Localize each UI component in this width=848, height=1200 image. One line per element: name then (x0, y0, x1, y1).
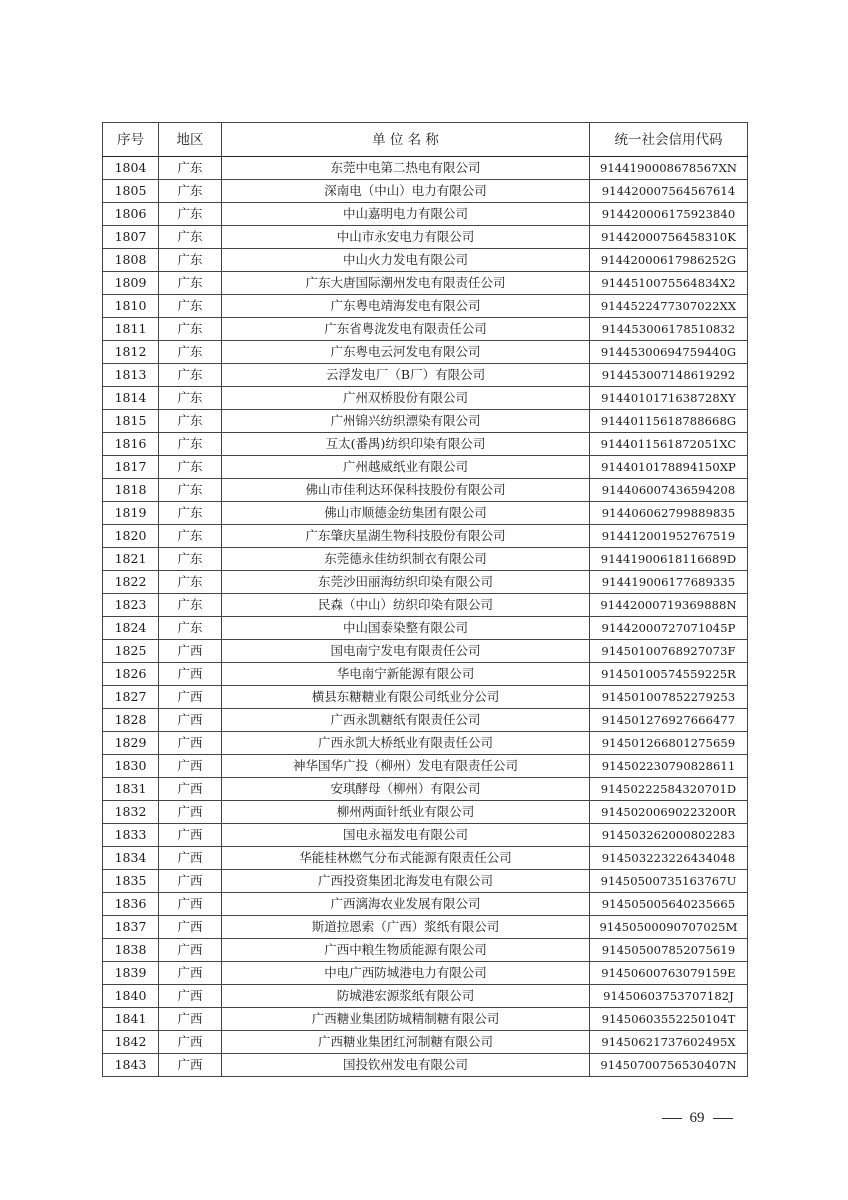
table-row (103, 824, 748, 847)
cell-credit-code: 914503262000802283 (590, 824, 748, 847)
cell-serial: 1841 (103, 1008, 159, 1031)
cell-serial: 1821 (103, 548, 159, 571)
header-credit-code: 统一社会信用代码 (590, 123, 748, 157)
cell-credit-code: 914505007852075619 (590, 939, 748, 962)
table-row (103, 295, 748, 318)
cell-region: 广西 (159, 916, 222, 939)
header-region: 地区 (159, 123, 222, 157)
table-row (103, 709, 748, 732)
cell-region: 广东 (159, 364, 222, 387)
cell-credit-code: 91442000719369888N (590, 594, 748, 617)
cell-credit-code: 914453007148619292 (590, 364, 748, 387)
table-row (103, 479, 748, 502)
cell-region: 广西 (159, 686, 222, 709)
cell-serial: 1805 (103, 180, 159, 203)
cell-serial: 1815 (103, 410, 159, 433)
cell-credit-code: 91445224773070​22XX (590, 295, 748, 318)
cell-company-name: 神华国华广投（柳州）发电有限责任公司 (222, 755, 590, 778)
page-footer (652, 1110, 742, 1127)
cell-credit-code: 91450222584320701D (590, 778, 748, 801)
table-row (103, 594, 748, 617)
table-row (103, 387, 748, 410)
cell-region: 广西 (159, 962, 222, 985)
cell-credit-code: 914501007852279253 (590, 686, 748, 709)
header-company-name: 单 位 名 称 (222, 123, 590, 157)
cell-credit-code: 91450603552250104T (590, 1008, 748, 1031)
cell-company-name: 国电永福发电有限公司 (222, 824, 590, 847)
cell-company-name: 云浮发电厂（B厂）有限公司 (222, 364, 590, 387)
table-row (103, 249, 748, 272)
cell-serial: 1823 (103, 594, 159, 617)
table-row (103, 180, 748, 203)
cell-credit-code: 91450700756530407N (590, 1054, 748, 1077)
cell-serial: 1828 (103, 709, 159, 732)
cell-region: 广西 (159, 939, 222, 962)
table-row (103, 318, 748, 341)
table-row (103, 686, 748, 709)
cell-credit-code: 914420007564567614 (590, 180, 748, 203)
cell-region: 广东 (159, 548, 222, 571)
table-row (103, 1054, 748, 1077)
cell-company-name: 东莞中电第二热电有限公司 (222, 157, 590, 180)
cell-company-name: 广西糖业集团防城精制糖有限公司 (222, 1008, 590, 1031)
table-row (103, 617, 748, 640)
cell-credit-code: 91450500090707025M (590, 916, 748, 939)
cell-serial: 1809 (103, 272, 159, 295)
cell-region: 广东 (159, 249, 222, 272)
cell-serial: 1818 (103, 479, 159, 502)
cell-company-name: 民森（中山）纺织印染有限公司 (222, 594, 590, 617)
cell-serial: 1813 (103, 364, 159, 387)
cell-company-name: 中山国泰染整有限公司 (222, 617, 590, 640)
cell-region: 广东 (159, 410, 222, 433)
cell-region: 广东 (159, 387, 222, 410)
cell-credit-code: 91450100768927073F (590, 640, 748, 663)
cell-credit-code: 91450600763079159E (590, 962, 748, 985)
cell-credit-code: 91440101788941​50XP (590, 456, 748, 479)
cell-region: 广西 (159, 778, 222, 801)
enterprise-table (102, 122, 748, 1077)
cell-company-name: 广东粤电云河发电有限公司 (222, 341, 590, 364)
cell-serial: 1840 (103, 985, 159, 1008)
cell-region: 广西 (159, 663, 222, 686)
cell-credit-code: 91440101716387​28XY (590, 387, 748, 410)
table-row (103, 663, 748, 686)
cell-serial: 1816 (103, 433, 159, 456)
cell-serial: 1831 (103, 778, 159, 801)
cell-serial: 1822 (103, 571, 159, 594)
table-row (103, 962, 748, 985)
cell-company-name: 互太(番禺)纺织印染有限公司 (222, 433, 590, 456)
table-header-row (103, 123, 748, 157)
cell-region: 广西 (159, 801, 222, 824)
cell-serial: 1808 (103, 249, 159, 272)
cell-company-name: 广东肇庆星湖生物科技股份有限公司 (222, 525, 590, 548)
cell-company-name: 柳州两面针纸业有限公司 (222, 801, 590, 824)
cell-company-name: 广西中粮生物质能源有限公司 (222, 939, 590, 962)
cell-company-name: 广州双桥股份有限公司 (222, 387, 590, 410)
cell-credit-code: 91441900086785​67XN (590, 157, 748, 180)
cell-credit-code: 914406007436594208 (590, 479, 748, 502)
cell-region: 广西 (159, 640, 222, 663)
header-serial: 序号 (103, 123, 159, 157)
cell-region: 广东 (159, 502, 222, 525)
cell-region: 广西 (159, 893, 222, 916)
cell-region: 广东 (159, 180, 222, 203)
cell-serial: 1806 (103, 203, 159, 226)
cell-region: 广东 (159, 456, 222, 479)
table-row (103, 525, 748, 548)
cell-credit-code: 914502230790828611 (590, 755, 748, 778)
table-row (103, 870, 748, 893)
cell-company-name: 广州越威纸业有限公司 (222, 456, 590, 479)
cell-company-name: 佛山市佳利达环保科技股份有限公司 (222, 479, 590, 502)
cell-serial: 1834 (103, 847, 159, 870)
table-row (103, 341, 748, 364)
cell-region: 广东 (159, 157, 222, 180)
cell-company-name: 中山嘉明电力有限公司 (222, 203, 590, 226)
cell-serial: 1843 (103, 1054, 159, 1077)
cell-company-name: 广西糖业集团红河制糖有限公司 (222, 1031, 590, 1054)
dash-right (713, 1118, 733, 1119)
cell-credit-code: 91450500735163767U (590, 870, 748, 893)
cell-serial: 1835 (103, 870, 159, 893)
cell-region: 广东 (159, 479, 222, 502)
cell-serial: 1832 (103, 801, 159, 824)
cell-company-name: 安琪酵母（柳州）有限公司 (222, 778, 590, 801)
cell-credit-code: 91440115618720​51XC (590, 433, 748, 456)
cell-credit-code: 91442000727071045P (590, 617, 748, 640)
cell-company-name: 中山火力发电有限公司 (222, 249, 590, 272)
table-row (103, 433, 748, 456)
table-row (103, 1031, 748, 1054)
table-row (103, 801, 748, 824)
cell-region: 广西 (159, 824, 222, 847)
cell-region: 广东 (159, 525, 222, 548)
cell-serial: 1804 (103, 157, 159, 180)
cell-credit-code: 914501276927666477 (590, 709, 748, 732)
table-row (103, 157, 748, 180)
cell-company-name: 东莞沙田丽海纺织印染有限公司 (222, 571, 590, 594)
dash-left (662, 1118, 682, 1119)
table-row (103, 640, 748, 663)
cell-company-name: 华电南宁新能源有限公司 (222, 663, 590, 686)
cell-serial: 1826 (103, 663, 159, 686)
cell-company-name: 广西漓海农业发展有限公司 (222, 893, 590, 916)
cell-company-name: 广东粤电靖海发电有限公司 (222, 295, 590, 318)
cell-credit-code: 914412001952767519 (590, 525, 748, 548)
cell-region: 广东 (159, 571, 222, 594)
cell-region: 广西 (159, 870, 222, 893)
table-row (103, 1008, 748, 1031)
cell-serial: 1838 (103, 939, 159, 962)
cell-serial: 1817 (103, 456, 159, 479)
cell-credit-code: 914453006178510832 (590, 318, 748, 341)
table-row (103, 916, 748, 939)
cell-region: 广西 (159, 755, 222, 778)
cell-company-name: 斯道拉恩索（广西）浆纸有限公司 (222, 916, 590, 939)
cell-serial: 1819 (103, 502, 159, 525)
cell-serial: 1829 (103, 732, 159, 755)
cell-credit-code: 91442000617986252G (590, 249, 748, 272)
cell-credit-code: 91450200690223200R (590, 801, 748, 824)
cell-company-name: 东莞德永佳纺织制衣有限公司 (222, 548, 590, 571)
cell-company-name: 广东省粤泷发电有限责任公司 (222, 318, 590, 341)
cell-serial: 1839 (103, 962, 159, 985)
cell-company-name: 广西永凯大桥纸业有限责任公司 (222, 732, 590, 755)
cell-serial: 1814 (103, 387, 159, 410)
cell-credit-code: 914406062799889835 (590, 502, 748, 525)
cell-company-name: 广西永凯糖纸有限责任公司 (222, 709, 590, 732)
table-row (103, 939, 748, 962)
cell-serial: 1833 (103, 824, 159, 847)
table-row (103, 203, 748, 226)
table-row (103, 755, 748, 778)
table-row (103, 571, 748, 594)
cell-serial: 1825 (103, 640, 159, 663)
cell-company-name: 国投钦州发电有限公司 (222, 1054, 590, 1077)
cell-region: 广西 (159, 709, 222, 732)
cell-company-name: 佛山市顺德金纺集团有限公司 (222, 502, 590, 525)
table-row (103, 893, 748, 916)
cell-serial: 1811 (103, 318, 159, 341)
cell-credit-code: 91440115618788668G (590, 410, 748, 433)
cell-company-name: 中山市永安电力有限公司 (222, 226, 590, 249)
cell-region: 广东 (159, 295, 222, 318)
cell-credit-code: 914505005640235665 (590, 893, 748, 916)
cell-company-name: 广西投资集团北海发电有限公司 (222, 870, 590, 893)
cell-company-name: 广东大唐国际潮州发电有限责任公司 (222, 272, 590, 295)
cell-region: 广西 (159, 985, 222, 1008)
table-row (103, 847, 748, 870)
cell-credit-code: 914419006177689335 (590, 571, 748, 594)
page-number: 69 (689, 1110, 705, 1126)
cell-serial: 1820 (103, 525, 159, 548)
table-row (103, 548, 748, 571)
cell-region: 广西 (159, 732, 222, 755)
cell-region: 广东 (159, 226, 222, 249)
cell-region: 广东 (159, 433, 222, 456)
table-row (103, 456, 748, 479)
cell-credit-code: 914501266801275659 (590, 732, 748, 755)
cell-company-name: 华能桂林燃气分布式能源有限责任公司 (222, 847, 590, 870)
cell-region: 广东 (159, 341, 222, 364)
cell-credit-code: 91450603753707182J (590, 985, 748, 1008)
table-row (103, 364, 748, 387)
cell-credit-code: 91445300694759440G (590, 341, 748, 364)
cell-credit-code: 91450100574559225R (590, 663, 748, 686)
cell-credit-code: 91445100755648​34X2 (590, 272, 748, 295)
cell-region: 广东 (159, 203, 222, 226)
cell-region: 广西 (159, 1054, 222, 1077)
cell-credit-code: 914503223226434048 (590, 847, 748, 870)
cell-company-name: 中电广西防城港电力有限公司 (222, 962, 590, 985)
cell-region: 广西 (159, 1008, 222, 1031)
cell-company-name: 深南电（中山）电力有限公司 (222, 180, 590, 203)
table-row (103, 778, 748, 801)
cell-region: 广东 (159, 272, 222, 295)
cell-credit-code: 914506217376024​95X (590, 1031, 748, 1054)
table-row (103, 502, 748, 525)
table-row (103, 272, 748, 295)
cell-serial: 1830 (103, 755, 159, 778)
cell-credit-code: 914420006175923840 (590, 203, 748, 226)
cell-serial: 1836 (103, 893, 159, 916)
cell-company-name: 防城港宏源浆纸有限公司 (222, 985, 590, 1008)
cell-serial: 1827 (103, 686, 159, 709)
cell-region: 广西 (159, 847, 222, 870)
cell-region: 广东 (159, 617, 222, 640)
cell-credit-code: 91442000756458310K (590, 226, 748, 249)
cell-credit-code: 91441900618116689D (590, 548, 748, 571)
cell-company-name: 广州锦兴纺织漂染有限公司 (222, 410, 590, 433)
table-row (103, 732, 748, 755)
cell-serial: 1842 (103, 1031, 159, 1054)
cell-region: 广西 (159, 1031, 222, 1054)
table-body (103, 157, 748, 1077)
cell-company-name: 横县东糖糖业有限公司纸业分公司 (222, 686, 590, 709)
cell-serial: 1824 (103, 617, 159, 640)
cell-serial: 1837 (103, 916, 159, 939)
cell-serial: 1812 (103, 341, 159, 364)
table-row (103, 226, 748, 249)
cell-company-name: 国电南宁发电有限责任公司 (222, 640, 590, 663)
table-row (103, 410, 748, 433)
table-row (103, 985, 748, 1008)
cell-serial: 1807 (103, 226, 159, 249)
cell-region: 广东 (159, 594, 222, 617)
cell-region: 广东 (159, 318, 222, 341)
cell-serial: 1810 (103, 295, 159, 318)
